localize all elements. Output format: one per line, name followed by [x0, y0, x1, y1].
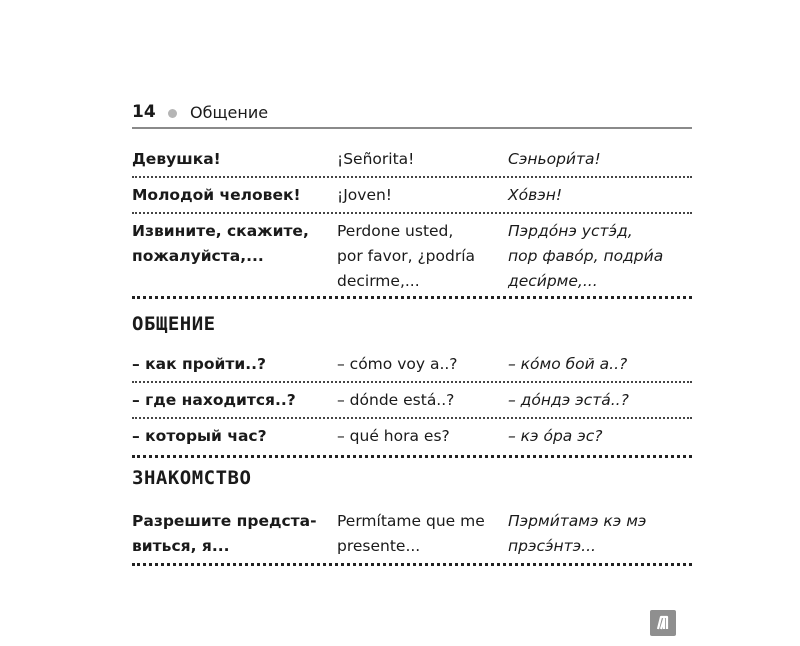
russian-phrase-line: пожалуйста,... — [132, 247, 264, 265]
russian-phrase-line: виться, я... — [132, 537, 230, 555]
spanish-phrase: – qué hora es? — [337, 427, 450, 445]
section-title: Общение — [190, 103, 269, 122]
section-divider — [132, 455, 692, 458]
section-divider — [132, 296, 692, 299]
transcription-line: Пэрми́тамэ кэ мэ — [508, 512, 647, 530]
row-divider — [132, 212, 692, 214]
transcription: – кэ о́ра эс? — [508, 427, 603, 445]
page-header — [132, 100, 692, 128]
section-heading: ЗНАКОМСТВО — [132, 467, 252, 489]
spanish-phrase-line: Permítame que me — [337, 512, 485, 530]
transcription-line: пор фаво́р, подри́а — [508, 247, 664, 265]
spanish-phrase: ¡Joven! — [337, 186, 393, 204]
bullet-icon — [168, 109, 177, 118]
russian-phrase-line: Разрешите предста- — [132, 512, 317, 530]
header-rule — [132, 127, 692, 129]
spanish-phrase-line: decirme,... — [337, 272, 420, 290]
spanish-phrase: – cómo voy a..? — [337, 355, 458, 373]
transcription-line: Пэрдо́нэ устэ́д, — [508, 222, 633, 240]
transcription: Сэньори́та! — [508, 150, 601, 168]
russian-phrase: Девушка! — [132, 150, 221, 168]
section-divider — [132, 563, 692, 566]
publisher-logo-icon — [650, 610, 676, 636]
spanish-phrase: – dónde está..? — [337, 391, 455, 409]
row-divider — [132, 417, 692, 419]
spanish-phrase: ¡Señorita! — [337, 150, 415, 168]
transcription: – ко́мо бой а..? — [508, 355, 628, 373]
page-number: 14 — [132, 102, 156, 122]
transcription-line: прэсэ́нтэ... — [508, 537, 596, 555]
russian-phrase: Молодой человек! — [132, 186, 301, 204]
transcription: – до́ндэ эста́..? — [508, 391, 629, 409]
russian-phrase: – который час? — [132, 427, 267, 445]
spanish-phrase-line: presente... — [337, 537, 421, 555]
transcription: Хо́вэн! — [508, 186, 563, 204]
russian-phrase: – где находится..? — [132, 391, 296, 409]
transcription-line: деси́рме,... — [508, 272, 598, 290]
russian-phrase: – как пройти..? — [132, 355, 266, 373]
row-divider — [132, 176, 692, 178]
section-heading: ОБЩЕНИЕ — [132, 313, 216, 335]
spanish-phrase-line: por favor, ¿podría — [337, 247, 476, 265]
russian-phrase-line: Извините, скажите, — [132, 222, 309, 240]
spanish-phrase-line: Perdone usted, — [337, 222, 454, 240]
row-divider — [132, 381, 692, 383]
